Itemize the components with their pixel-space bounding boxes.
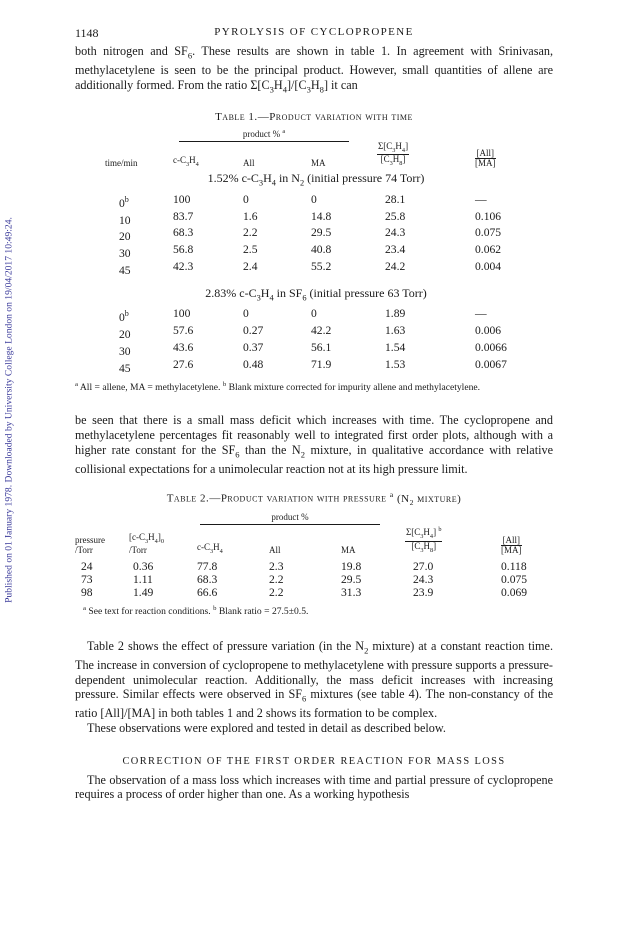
cell-all-ma: —: [475, 192, 487, 206]
cell-time: 0$^b$: [119, 194, 129, 210]
cell-ratio: 1.89: [385, 307, 406, 321]
cell-cyclopropene: 77.8: [197, 559, 218, 573]
cell-time: 45: [119, 263, 131, 277]
cell-allene: 1.6: [243, 209, 258, 223]
cell-time: 45: [119, 361, 131, 375]
cell-cyclopropene: 100: [173, 307, 191, 321]
journal-page: [75, 26, 553, 802]
download-side-note: [2, 150, 16, 670]
cell-allene: 0.37: [243, 341, 264, 355]
paragraph-4: These observations were explored and tested in detail as described below.: [87, 721, 446, 736]
cell-ratio: 27.0: [413, 559, 434, 573]
cell-all-ma: —: [475, 307, 487, 321]
cell-methylacetylene: 19.8: [341, 559, 362, 573]
cell-ratio: 25.8: [385, 209, 406, 223]
cell-methylacetylene: 14.8: [311, 209, 332, 223]
table-row: [75, 560, 553, 573]
cell-cyclopropene: 57.6: [173, 324, 194, 338]
table-row: [105, 324, 527, 341]
cell-cyclopropene: 56.8: [173, 243, 194, 257]
cell-ratio: 1.53: [385, 357, 406, 371]
table-1-col-time: time/min: [105, 158, 138, 169]
cell-time: 20: [119, 328, 131, 342]
cell-all-ma: 0.004: [475, 260, 502, 274]
cell-allene: 0: [243, 307, 249, 321]
cell-allene: 2.5: [243, 243, 258, 257]
table-2-col-ma: MA: [341, 544, 356, 555]
table-1-col-ma: MA: [311, 158, 326, 169]
table-row: [105, 193, 527, 210]
cell-ratio: 28.1: [385, 192, 406, 206]
table-row: [105, 243, 527, 260]
table-1-caption: Table 1.—Product variation with time: [215, 110, 413, 123]
running-head: [75, 26, 553, 44]
cell-ratio: 23.9: [413, 585, 434, 599]
table-row: [105, 210, 527, 227]
cell-cyclopropene: 43.6: [173, 341, 194, 355]
cell-all-ma: 0.075: [501, 572, 528, 586]
table-2-col-pressure: pressure /Torr: [75, 534, 105, 555]
table-1-col-all-ma: $\frac{\text{[All]}}{[MA]}$: [475, 148, 496, 169]
running-title: PYROLYSIS OF CYCLOPROPENE: [214, 26, 414, 38]
table-1-header-row: [105, 142, 527, 169]
table-2-header-row: [75, 525, 553, 555]
cell-ratio: 1.63: [385, 324, 406, 338]
cell-methylacetylene: 40.8: [311, 243, 332, 257]
table-1-product-row: [105, 128, 527, 142]
cell-methylacetylene: 71.9: [311, 357, 332, 371]
cell-methylacetylene: 0: [311, 192, 317, 206]
table-1-product-label: product % $^a$: [163, 128, 365, 142]
table-1-footnote: $^a$ All = allene, MA = methylacetylene. $^b$ Blank mixture corrected for impurity allene and methylacetylene.: [75, 380, 481, 393]
table-2-col-allene: All: [269, 544, 281, 555]
cell-cyclopropene: 68.3: [197, 572, 218, 586]
cell-all-ma: 0.0067: [475, 357, 507, 371]
cell-pressure: 24: [81, 559, 93, 573]
table-row: [105, 341, 527, 358]
cell-initial: 1.49: [133, 585, 154, 599]
table-row: [105, 226, 527, 243]
cell-cyclopropene: 68.3: [173, 226, 194, 240]
cell-allene: 2.2: [269, 572, 284, 586]
table-1-subtitle-n2: 1.52% $c-C_3H_4$ in $N_2$ (initial pressure 74 Torr): [207, 171, 425, 188]
cell-ratio: 1.54: [385, 341, 406, 355]
cell-allene: 2.2: [243, 226, 258, 240]
cell-methylacetylene: 55.2: [311, 260, 332, 274]
paragraph-5: The observation of a mass loss which increases with time and partial pressure of cyclopropene requires a process of order higher than one. As a working hypothesis: [75, 772, 553, 802]
page-number: 1148: [75, 26, 99, 40]
cell-allene: 0: [243, 192, 249, 206]
cell-time: 20: [119, 230, 131, 244]
cell-all-ma: 0.062: [475, 243, 502, 257]
cell-methylacetylene: 42.2: [311, 324, 332, 338]
cell-cyclopropene: 42.3: [173, 260, 194, 274]
table-2-product-row: [75, 512, 553, 525]
cell-pressure: 73: [81, 572, 93, 586]
cell-time: 30: [119, 247, 131, 261]
cell-cyclopropene: 100: [173, 192, 191, 206]
cell-time: 0$^b$: [119, 309, 129, 325]
table-1-subtitle-sf6: 2.83% $c-C_3H_4$ in $SF_6$ (initial pressure 63 Torr): [205, 285, 427, 303]
side-note-text: Published on 01 January 1978. Downloaded by University College London on 19/04/2017 10:49:24.: [3, 217, 15, 603]
cell-initial: 1.11: [133, 572, 153, 586]
cell-all-ma: 0.0066: [475, 341, 507, 355]
table-row: [105, 358, 527, 375]
cell-all-ma: 0.006: [475, 324, 502, 338]
table-1-col-c3h4: $c-C_3H_4$: [173, 155, 199, 169]
cell-allene: 2.4: [243, 260, 258, 274]
paragraph-3: Table 2 shows the effect of pressure variation (in the $N_2$ mixture) at a constant reaction time. The increase in conversion of cyclopropene to methylacetylene with pressure supports a pressure-dependent unimolecular reaction. Additionally, the mass deficit increases with increasing pressure. Similar effects were observed in $SF_6$ mixtures (see table 4). The non-constancy of the ratio [All]/[MA] in both tables 1 and 2 shows its formation to be complex.: [75, 639, 553, 721]
table-2-footnote: $^a$ See text for reaction conditions. $^b$ Blank ratio = 27.5±0.5.: [83, 604, 309, 617]
table-row: [75, 573, 553, 586]
paragraph-2: be seen that there is a small mass deficit which increases with time. The cyclopropene and methylacetylene percentages fit reasonably well to integrated first order plots, although with a higher rate constant for the $SF_6$ than the $N_2$ mixture, in qualitative accordance with relative collisional expectations for a unimolecular reaction not at its high pressure limit.: [75, 413, 553, 476]
cell-cyclopropene: 27.6: [173, 357, 194, 371]
cell-allene: 0.48: [243, 357, 264, 371]
cell-methylacetylene: 56.1: [311, 341, 332, 355]
cell-time: 10: [119, 213, 131, 227]
table-1-col-allene: All: [243, 158, 255, 169]
cell-all-ma: 0.069: [501, 585, 528, 599]
cell-ratio: 24.3: [413, 572, 434, 586]
table-2-caption: Table 2.—Product variation with pressure $^a$ ($N_2$ mixture): [166, 490, 462, 508]
table-row: [105, 307, 527, 324]
cell-allene: 2.3: [269, 559, 284, 573]
cell-methylacetylene: 0: [311, 307, 317, 321]
cell-initial: 0.36: [133, 559, 154, 573]
cell-ratio: 23.4: [385, 243, 406, 257]
cell-all-ma: 0.106: [475, 209, 502, 223]
table-2-col-ratio: $\frac{\Sigma[C_3H_4] ^b}{[C_3H_8]}$: [406, 526, 442, 554]
cell-ratio: 24.2: [385, 260, 406, 274]
table-2-col-c3h4: $c-C_3H_4$: [197, 541, 223, 555]
cell-methylacetylene: 31.3: [341, 585, 362, 599]
cell-pressure: 98: [81, 585, 93, 599]
cell-allene: 0.27: [243, 324, 264, 338]
table-1-col-ratio: $\frac{\Sigma[C_3H_4]}{[C_3H_8]}$: [378, 140, 409, 168]
table-2-col-initial: $[c-C_3H_4]_0$ /Torr: [129, 531, 164, 555]
paragraph-1: both nitrogen and $SF_6$. These results are shown in table 1. In agreement with Srinivasan, methylacetylene is seen to be the principal product. However, small quantities of allene are additionally formed. From the ratio $\Sigma[C_3H_4]/[C_3H_8]$ it can: [75, 44, 553, 95]
cell-methylacetylene: 29.5: [311, 226, 332, 240]
table-row: [75, 586, 553, 599]
table-2: [75, 512, 553, 599]
table-2-col-all-ma: $\frac{\text{[All]}}{[MA]}$: [501, 534, 522, 555]
section-heading: CORRECTION OF THE FIRST ORDER REACTION FOR MASS LOSS: [122, 755, 506, 767]
cell-allene: 2.2: [269, 585, 284, 599]
cell-time: 30: [119, 344, 131, 358]
cell-cyclopropene: 83.7: [173, 209, 194, 223]
table-2-product-label: product %: [189, 512, 391, 525]
table-1: [105, 128, 527, 375]
cell-all-ma: 0.075: [475, 226, 502, 240]
cell-methylacetylene: 29.5: [341, 572, 362, 586]
table-row: [105, 260, 527, 277]
cell-all-ma: 0.118: [501, 559, 527, 573]
cell-ratio: 24.3: [385, 226, 406, 240]
cell-cyclopropene: 66.6: [197, 585, 218, 599]
